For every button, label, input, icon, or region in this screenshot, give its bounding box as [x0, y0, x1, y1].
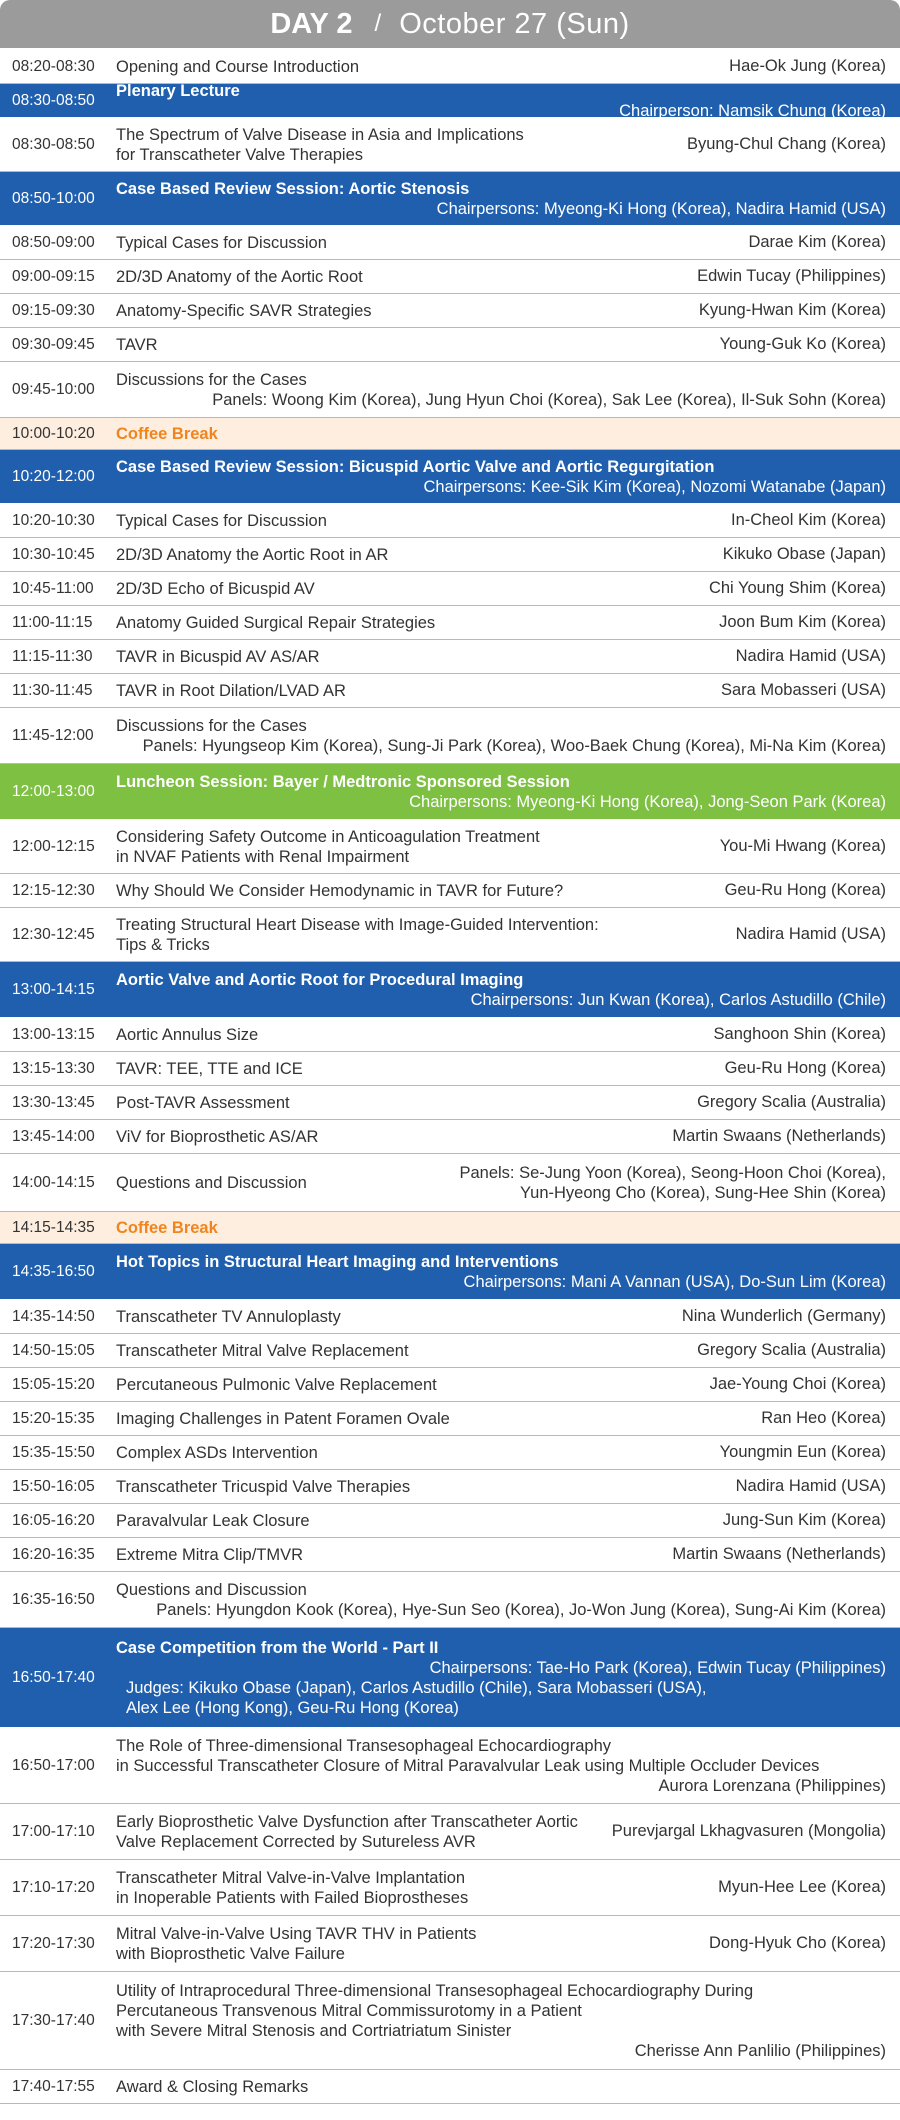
session-title: ViV for Bioprosthetic AS/AR [116, 1127, 319, 1146]
session-title [116, 1736, 886, 1776]
text-line: Alex Lee (Hong Kong), Geu-Ru Hong (Korea) [126, 1698, 459, 1717]
schedule-row [0, 328, 900, 362]
speaker: Martin Swaans (Netherlands) [672, 1127, 886, 1145]
session-title: Coffee Break [116, 424, 218, 443]
judges [126, 1678, 886, 1718]
time-cell: 11:15-11:30 [12, 647, 93, 665]
speaker: Joon Bum Kim (Korea) [719, 613, 886, 631]
schedule-row [0, 1572, 900, 1628]
time-cell: 09:00-09:15 [12, 267, 95, 285]
text-line: in NVAF Patients with Renal Impairment [116, 847, 410, 866]
session-title [116, 1981, 886, 2041]
speaker: Myun-Hee Lee (Korea) [718, 1878, 886, 1896]
schedule-row [0, 1436, 900, 1470]
schedule-row [0, 118, 900, 172]
chairpersons: Chairpersons: Kee-Sik Kim (Korea), Nozomi Watanabe (Japan) [423, 477, 886, 496]
time-cell: 16:20-16:35 [12, 1545, 95, 1563]
session-header-row [0, 764, 900, 820]
speaker: Cherisse Ann Panlilio (Philippines) [634, 2041, 886, 2060]
speaker: Nadira Hamid (USA) [735, 1477, 886, 1495]
text-line: for Transcatheter Valve Therapies [116, 145, 364, 164]
schedule-row [0, 1052, 900, 1086]
text-line: The Spectrum of Valve Disease in Asia and Implications [116, 125, 524, 144]
time-cell: 14:50-15:05 [12, 1341, 95, 1359]
session-title: TAVR in Bicuspid AV AS/AR [116, 647, 320, 666]
speaker: Hae-Ok Jung (Korea) [729, 57, 886, 75]
content-cell [116, 708, 886, 763]
time-cell: 09:45-10:00 [12, 380, 95, 398]
schedule-row [0, 1916, 900, 1972]
schedule-row [0, 1154, 900, 1212]
time-cell: 09:30-09:45 [12, 335, 95, 353]
chairpersons: Chairpersons: Mani A Vannan (USA), Do-Sun Lim (Korea) [463, 1272, 886, 1291]
time-cell: 10:20-12:00 [12, 467, 95, 485]
time-cell: 14:35-14:50 [12, 1307, 95, 1325]
content-cell [116, 962, 886, 1017]
schedule-row [0, 708, 900, 764]
speaker: Martin Swaans (Netherlands) [672, 1545, 886, 1563]
text-line: Yun-Hyeong Cho (Korea), Sung-Hee Shin (Korea) [520, 1183, 886, 1202]
session-header-row [0, 1244, 900, 1300]
text-line: Utility of Intraprocedural Three-dimensional Transesophageal Echocardiography During [116, 1981, 754, 2000]
time-cell: 15:50-16:05 [12, 1477, 95, 1495]
text-line: Tips & Tricks [116, 935, 210, 954]
schedule-row [0, 1086, 900, 1120]
schedule-row [0, 1334, 900, 1368]
content-cell [116, 418, 886, 449]
session-header-row [0, 172, 900, 226]
content-cell [116, 764, 886, 819]
schedule-row [0, 874, 900, 908]
schedule-row [0, 294, 900, 328]
time-cell: 08:20-08:30 [12, 57, 95, 75]
chairpersons: Chairperson: Namsik Chung (Korea) [619, 101, 886, 120]
schedule-row [0, 362, 900, 418]
speaker: Geu-Ru Hong (Korea) [724, 1059, 886, 1077]
time-cell: 17:40-17:55 [12, 2077, 95, 2095]
session-title: TAVR [116, 335, 158, 354]
text-line: Panels: Se-Jung Yoon (Korea), Seong-Hoon Choi (Korea), [459, 1163, 886, 1182]
session-title: Aortic Annulus Size [116, 1025, 259, 1044]
session-title: Discussions for the Cases [116, 370, 307, 389]
session-title: Case Based Review Session: Bicuspid Aortic Valve and Aortic Regurgitation [116, 457, 715, 476]
text-line: Transcatheter Mitral Valve-in-Valve Implantation [116, 1868, 466, 1887]
time-cell: 13:30-13:45 [12, 1093, 95, 1111]
speaker: Kyung-Hwan Kim (Korea) [698, 301, 886, 319]
speaker: Geu-Ru Hong (Korea) [724, 881, 886, 899]
time-cell: 11:00-11:15 [12, 613, 93, 631]
time-cell: 14:35-16:50 [12, 1262, 95, 1280]
schedule-row [0, 1538, 900, 1572]
session-title: Imaging Challenges in Patent Foramen Ovale [116, 1409, 450, 1428]
speaker: Gregory Scalia (Australia) [697, 1341, 886, 1359]
chairpersons: Chairpersons: Myeong-Ki Hong (Korea), Nadira Hamid (USA) [436, 199, 886, 218]
schedule-row [0, 908, 900, 962]
content-cell [116, 1628, 886, 1727]
time-cell: 17:00-17:10 [12, 1822, 95, 1840]
time-cell: 14:15-14:35 [12, 1218, 95, 1236]
schedule-row [0, 1300, 900, 1334]
time-cell: 12:00-13:00 [12, 782, 95, 800]
time-cell: 15:20-15:35 [12, 1409, 95, 1427]
text-line: Early Bioprosthetic Valve Dysfunction after Transcatheter Aortic [116, 1812, 578, 1831]
speaker: Purevjargal Lkhagvasuren (Mongolia) [611, 1822, 886, 1840]
text-line: with Bioprosthetic Valve Failure [116, 1944, 345, 1963]
session-title: Plenary Lecture [116, 81, 240, 100]
speaker: Aurora Lorenzana (Philippines) [658, 1776, 886, 1795]
text-line: Valve Replacement Corrected by Sutureless AVR [116, 1832, 476, 1851]
session-title: Typical Cases for Discussion [116, 511, 327, 530]
session-title: Coffee Break [116, 1218, 218, 1237]
session-title: 2D/3D Anatomy of the Aortic Root [116, 267, 363, 286]
speaker: Nadira Hamid (USA) [735, 647, 886, 665]
session-title: Anatomy-Specific SAVR Strategies [116, 301, 372, 320]
schedule-row [0, 606, 900, 640]
schedule-row [0, 504, 900, 538]
time-cell: 16:05-16:20 [12, 1511, 95, 1529]
speaker: Gregory Scalia (Australia) [697, 1093, 886, 1111]
schedule-row [0, 1504, 900, 1538]
text-line: in Inoperable Patients with Failed Bioprostheses [116, 1888, 469, 1907]
session-title: TAVR in Root Dilation/LVAD AR [116, 681, 346, 700]
speaker: Nina Wunderlich (Germany) [681, 1307, 886, 1325]
schedule-row [0, 1860, 900, 1916]
time-cell: 13:00-14:15 [12, 980, 95, 998]
schedule-row [0, 1972, 900, 2070]
content-cell [116, 1972, 886, 2069]
session-title: Questions and Discussion [116, 1173, 307, 1192]
time-cell: 08:50-10:00 [12, 189, 95, 207]
speaker: Dong-Hyuk Cho (Korea) [709, 1934, 886, 1952]
session-title: Anatomy Guided Surgical Repair Strategies [116, 613, 436, 632]
content-cell [116, 81, 886, 120]
session-header-row [0, 1628, 900, 1728]
header-separator: / [374, 10, 382, 37]
speaker: Sara Mobasseri (USA) [720, 681, 886, 699]
schedule-row [0, 674, 900, 708]
time-cell: 12:30-12:45 [12, 925, 95, 943]
time-cell: 17:30-17:40 [12, 2011, 95, 2029]
session-title: Why Should We Consider Hemodynamic in TAVR for Future? [116, 881, 564, 900]
schedule-row [0, 640, 900, 674]
content-cell [116, 362, 886, 417]
speaker: Jung-Sun Kim (Korea) [722, 1511, 886, 1529]
time-cell: 13:15-13:30 [12, 1059, 95, 1077]
schedule-row [0, 820, 900, 874]
text-line: Mitral Valve-in-Valve Using TAVR THV in Patients [116, 1924, 477, 1943]
speaker: Sanghoon Shin (Korea) [713, 1025, 886, 1043]
session-title: Aortic Valve and Aortic Root for Procedural Imaging [116, 970, 524, 989]
text-line: with Severe Mitral Stenosis and Cortriatriatum Sinister [116, 2021, 512, 2040]
time-cell: 17:10-17:20 [12, 1878, 95, 1896]
speaker: Youngmin Eun (Korea) [719, 1443, 886, 1461]
time-cell: 17:20-17:30 [12, 1934, 95, 1952]
time-cell: 08:30-08:50 [12, 91, 95, 109]
content-cell [116, 1728, 886, 1803]
panelists: Panels: Hyungdon Kook (Korea), Hye-Sun Seo (Korea), Jo-Won Jung (Korea), Sung-Ai Kim (Korea) [156, 1600, 886, 1619]
time-cell: 12:00-12:15 [12, 837, 95, 855]
text-line: in Successful Transcatheter Closure of Mitral Paravalvular Leak using Multiple Occluder Devices [116, 1756, 820, 1775]
schedule-row [0, 1470, 900, 1504]
day-label: DAY 2 [270, 7, 353, 40]
time-cell: 08:30-08:50 [12, 135, 95, 153]
speaker: Kikuko Obase (Japan) [722, 545, 886, 563]
speaker: You-Mi Hwang (Korea) [719, 837, 886, 855]
time-cell: 11:30-11:45 [12, 681, 93, 699]
session-title: Complex ASDs Intervention [116, 1443, 318, 1462]
time-cell: 13:45-14:00 [12, 1127, 95, 1145]
time-cell: 08:50-09:00 [12, 233, 95, 251]
schedule-table [0, 50, 900, 2104]
text-line: Judges: Kikuko Obase (Japan), Carlos Astudillo (Chile), Sara Mobasseri (USA), [126, 1678, 707, 1697]
time-cell: 10:45-11:00 [12, 579, 94, 597]
session-title: Case Based Review Session: Aortic Stenosis [116, 179, 470, 198]
session-header-row [0, 81, 900, 120]
speaker: In-Cheol Kim (Korea) [731, 511, 886, 529]
text-line: The Role of Three-dimensional Transesophageal Echocardiography [116, 1736, 611, 1755]
schedule-row [0, 2070, 900, 2104]
day-header [0, 0, 900, 48]
schedule-row [0, 50, 900, 84]
text-line: Percutaneous Transvenous Mitral Commissurotomy in a Patient [116, 2001, 582, 2020]
session-title: Post-TAVR Assessment [116, 1093, 290, 1112]
time-cell: 11:45-12:00 [12, 726, 94, 744]
time-cell: 15:05-15:20 [12, 1375, 95, 1393]
session-title: Opening and Course Introduction [116, 57, 360, 76]
session-title: 2D/3D Echo of Bicuspid AV [116, 579, 315, 598]
session-title: TAVR: TEE, TTE and ICE [116, 1059, 303, 1078]
session-title: Transcatheter Mitral Valve Replacement [116, 1341, 409, 1360]
session-title: Paravalvular Leak Closure [116, 1511, 310, 1530]
speaker: Jae-Young Choi (Korea) [709, 1375, 886, 1393]
time-cell: 13:00-13:15 [12, 1025, 95, 1043]
session-header-row [0, 962, 900, 1018]
schedule-row [0, 572, 900, 606]
session-title: 2D/3D Anatomy the Aortic Root in AR [116, 545, 389, 564]
time-cell: 12:15-12:30 [12, 881, 95, 899]
time-cell: 14:00-14:15 [12, 1173, 95, 1191]
session-title: Extreme Mitra Clip/TMVR [116, 1545, 304, 1564]
chairpersons: Chairpersons: Jun Kwan (Korea), Carlos Astudillo (Chile) [470, 990, 886, 1009]
panelists [459, 1154, 886, 1211]
day-date: October 27 (Sun) [399, 7, 630, 40]
session-title: Hot Topics in Structural Heart Imaging and Interventions [116, 1252, 559, 1271]
session-title: Transcatheter Tricuspid Valve Therapies [116, 1477, 411, 1496]
time-cell: 15:35-15:50 [12, 1443, 95, 1461]
time-cell: 09:15-09:30 [12, 301, 95, 319]
time-cell: 10:20-10:30 [12, 511, 95, 529]
session-title: Discussions for the Cases [116, 716, 307, 735]
session-title: Typical Cases for Discussion [116, 233, 327, 252]
chairpersons: Chairpersons: Tae-Ho Park (Korea), Edwin Tucay (Philippines) [429, 1658, 886, 1677]
session-header-row [0, 450, 900, 504]
time-cell: 16:50-17:40 [12, 1668, 95, 1686]
panelists: Panels: Hyungseop Kim (Korea), Sung-Ji Park (Korea), Woo-Baek Chung (Korea), Mi-Na Kim (Korea) [142, 736, 886, 755]
speaker: Byung-Chul Chang (Korea) [686, 135, 886, 153]
schedule-row [0, 538, 900, 572]
schedule-row [0, 1728, 900, 1804]
content-cell [116, 2070, 886, 2103]
speaker: Nadira Hamid (USA) [735, 925, 886, 943]
content-cell [116, 1572, 886, 1627]
schedule-row [0, 1804, 900, 1860]
panelists: Panels: Woong Kim (Korea), Jung Hyun Choi (Korea), Sak Lee (Korea), Il-Suk Sohn (Korea) [212, 390, 886, 409]
schedule-row [0, 226, 900, 260]
content-cell [116, 172, 886, 225]
time-cell: 10:00-10:20 [12, 424, 95, 442]
content-cell [116, 1244, 886, 1299]
session-title: Luncheon Session: Bayer / Medtronic Sponsored Session [116, 772, 570, 791]
time-cell: 10:30-10:45 [12, 545, 95, 563]
content-cell [116, 1212, 886, 1243]
speaker: Edwin Tucay (Philippines) [697, 267, 886, 285]
schedule-row [0, 1018, 900, 1052]
session-title: Case Competition from the World - Part II [116, 1638, 439, 1657]
schedule-row [0, 260, 900, 294]
time-cell: 16:35-16:50 [12, 1590, 95, 1608]
speaker: Ran Heo (Korea) [761, 1409, 886, 1427]
session-title: Percutaneous Pulmonic Valve Replacement [116, 1375, 437, 1394]
time-cell: 16:50-17:00 [12, 1756, 95, 1774]
chairpersons: Chairpersons: Myeong-Ki Hong (Korea), Jong-Seon Park (Korea) [409, 792, 886, 811]
session-title: Award & Closing Remarks [116, 2077, 309, 2096]
schedule-row [0, 1368, 900, 1402]
text-line: Treating Structural Heart Disease with Image-Guided Intervention: [116, 915, 599, 934]
break-row [0, 1212, 900, 1244]
session-title: Transcatheter TV Annuloplasty [116, 1307, 341, 1326]
speaker: Young-Guk Ko (Korea) [719, 335, 886, 353]
speaker: Chi Young Shim (Korea) [708, 579, 886, 597]
break-row [0, 418, 900, 450]
schedule-row [0, 1120, 900, 1154]
speaker: Darae Kim (Korea) [748, 233, 886, 251]
schedule-row [0, 1402, 900, 1436]
content-cell [116, 450, 886, 503]
session-title: Questions and Discussion [116, 1580, 307, 1599]
text-line: Considering Safety Outcome in Anticoagulation Treatment [116, 827, 540, 846]
